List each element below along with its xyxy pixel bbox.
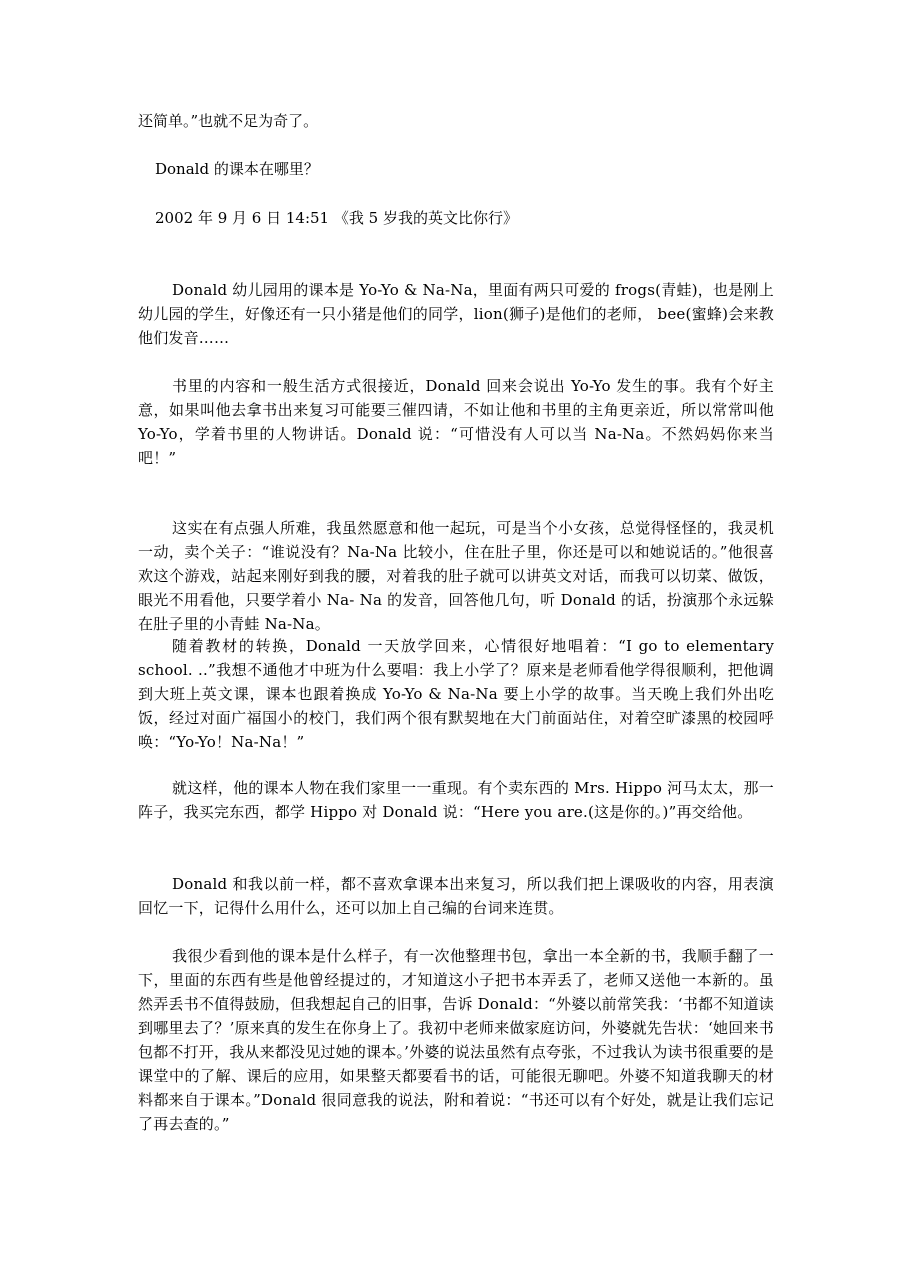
date-line: 2002 年 9 月 6 日 14:51 《我 5 岁我的英文比你行》 — [155, 209, 518, 227]
paragraph-2: 书里的内容和一般生活方式很接近，Donald 回来会说出 Yo-Yo 发生的事。我有个好主意，如果叫他去拿书出来复习可能要三催四请，不如让他和书里的主角更亲近，所以常常叫他 Yo-Yo，学着书里的人物讲话。Donald 说：“可惜没有人可以当 Na-Na。不然妈妈你来当吧！” — [138, 377, 774, 467]
paragraph-1: Donald 幼儿园用的课本是 Yo-Yo & Na-Na，里面有两只可爱的 frogs(青蛙)，也是刚上幼儿园的学生，好像还有一只小猪是他们的同学，lion(狮子)是他们的老师， bee(蜜蜂)会来教他们发音…… — [138, 281, 774, 347]
paragraph-4: 随着教材的转换，Donald 一天放学回来，心情很好地唱着：“I go to elementary school. ..”我想不通他才中班为什么要唱：我上小学了？原来是老师看他学得很顺利，把他调到大班上英文课，课本也跟着换成 Yo-Yo & Na-Na 要上小学的故事。当天晚上我们外出吃饭，经过对面广福国小的校门，我们两个很有默契地在大门前面站住，对着空旷漆黑的校园呼唤：“Yo-Yo！Na-Na！” — [138, 637, 774, 751]
paragraph-3: 这实在有点强人所难，我虽然愿意和他一起玩，可是当个小女孩，总觉得怪怪的，我灵机一动，卖个关子：“谁说没有？Na-Na 比较小，住在肚子里，你还是可以和她说话的。”他很喜欢这个游戏，站起来刚好到我的腰，对着我的肚子就可以讲英文对话，而我可以切菜、做饭，眼光不用看他，只要学着小 Na- Na 的发音，回答他几句，听 Donald 的话，扮演那个永远躲在肚子里的小青蛙 Na-Na。 — [138, 519, 774, 633]
lead-line: 还简单。”也就不足为奇了。 — [138, 112, 319, 130]
paragraph-7: 我很少看到他的课本是什么样子，有一次他整理书包，拿出一本全新的书，我顺手翻了一下，里面的东西有些是他曾经提过的，才知道这小子把书本弄丢了，老师又送他一本新的。虽然弄丢书不值得鼓励，但我想起自己的旧事，告诉 Donald：“外婆以前常笑我：‘书都不知道读到哪里去了？’原来真的发生在你身上了。我初中老师来做家庭访问，外婆就先告状：‘她回来书包都不打开，我从来都没见过她的课本。’外婆的说法虽然有点夸张，不过我认为读书很重要的是课堂中的了解、课后的应用，如果整天都要看书的话，可能很无聊吧。外婆不知道我聊天的材料都来自于课本。”Donald 很同意我的说法，附和着说：“书还可以有个好处，就是让我们忘记了再去查的。” — [138, 947, 774, 1133]
paragraph-5: 就这样，他的课本人物在我们家里一一重现。有个卖东西的 Mrs. Hippo 河马太太，那一阵子，我买完东西，都学 Hippo 对 Donald 说：“Here you are.(这是你的。)”再交给他。 — [138, 779, 774, 821]
paragraph-6: Donald 和我以前一样，都不喜欢拿课本出来复习，所以我们把上课吸收的内容，用表演回忆一下，记得什么用什么，还可以加上自己编的台词来连贯。 — [138, 875, 774, 917]
section-title: Donald 的课本在哪里？ — [155, 160, 319, 178]
